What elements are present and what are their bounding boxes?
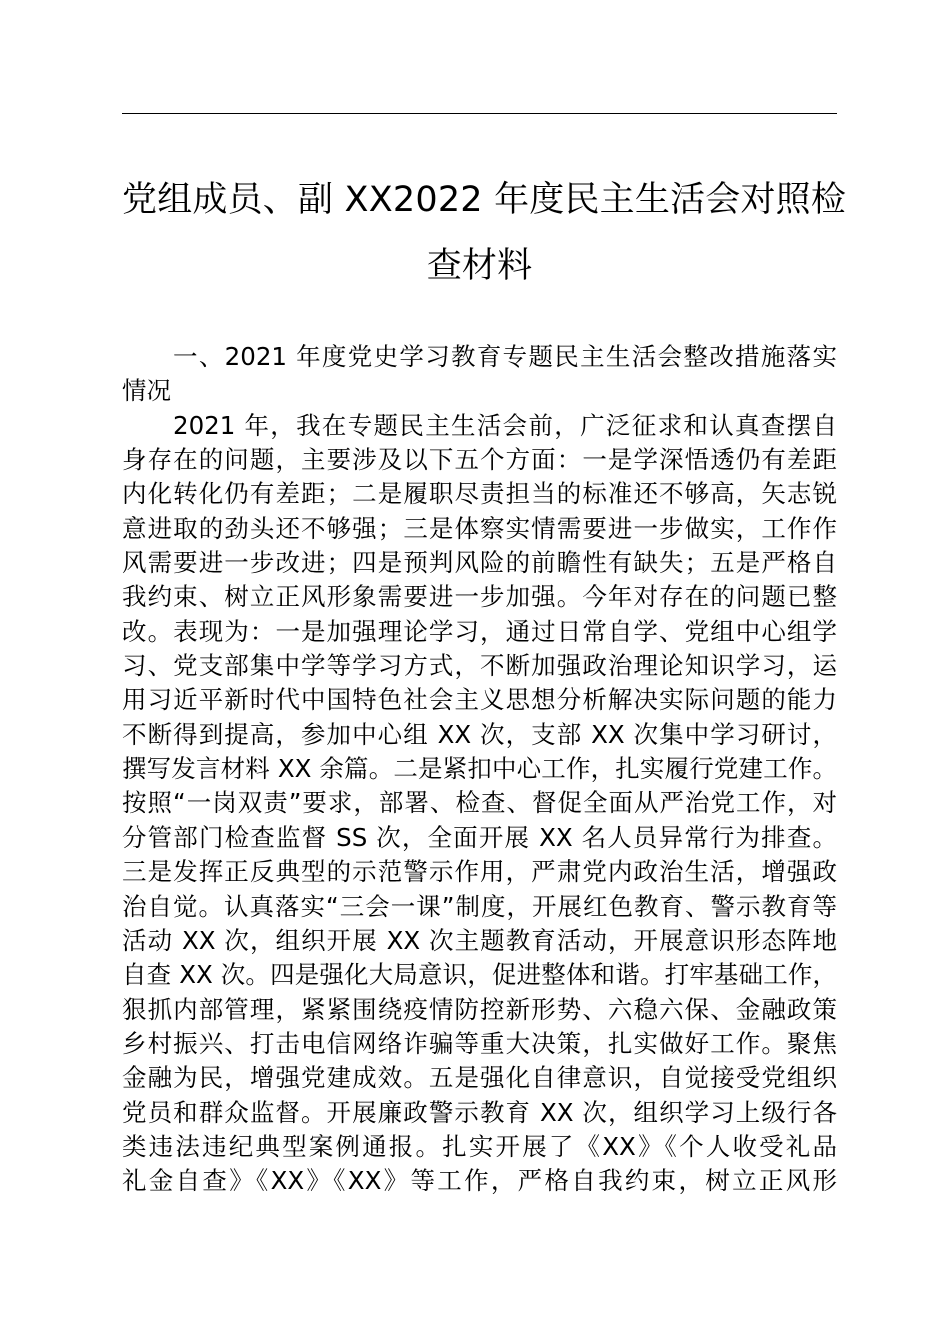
section-heading-line: 情况 [122, 376, 171, 406]
paragraph-line: 按照“一岗双责”要求，部署、检查、督促全面从严治党工作，对 [122, 788, 837, 818]
paragraph-line: 撰写发言材料 XX 余篇。二是紧扣中心工作，扎实履行党建工作。 [122, 754, 837, 784]
document-title-line-1: 党组成员、副 XX2022 年度民主生活会对照检 [122, 180, 847, 220]
paragraph-line: 乡村振兴、打击电信网络诈骗等重大决策，扎实做好工作。聚焦 [122, 1028, 837, 1058]
paragraph-line: 改。表现为：一是加强理论学习，通过日常自学、党组中心组学 [122, 616, 837, 646]
paragraph-line: 金融为民，增强党建成效。五是强化自律意识，自觉接受党组织 [122, 1063, 837, 1093]
section-heading-line: 一、2021 年度党史学习教育专题民主生活会整改措施落实 [173, 342, 837, 371]
paragraph-line: 意进取的劲头还不够强；三是体察实情需要进一步做实，工作作 [122, 513, 837, 543]
paragraph-line: 党员和群众监督。开展廉政警示教育 XX 次，组织学习上级行各 [122, 1097, 837, 1127]
paragraph-line: 习、党支部集中学等学习方式，不断加强政治理论知识学习，运 [122, 651, 837, 681]
document-title-line-2: 查材料 [426, 246, 533, 286]
paragraph-line: 类违法违纪典型案例通报。扎实开展了《XX》《个人收受礼品 [122, 1131, 837, 1161]
paragraph-line: 我约束、树立正风形象需要进一步加强。今年对存在的问题已整 [122, 582, 837, 612]
paragraph-line: 狠抓内部管理，紧紧围绕疫情防控新形势、六稳六保、金融政策 [122, 994, 837, 1024]
paragraph-line: 2021 年，我在专题民主生活会前，广泛征求和认真查摆自 [173, 410, 837, 440]
paragraph-line: 三是发挥正反典型的示范警示作用，严肃党内政治生活，增强政 [122, 857, 837, 887]
document-body [122, 340, 837, 1199]
paragraph-line: 不断得到提高，参加中心组 XX 次，支部 XX 次集中学习研讨， [122, 719, 837, 749]
paragraph-line: 分管部门检查监督 SS 次，全面开展 XX 名人员异常行为排查。 [122, 822, 837, 852]
paragraph-line: 内化转化仍有差距；二是履职尽责担当的标准还不够高，矢志锐 [122, 479, 837, 509]
header-rule [122, 113, 837, 114]
paragraph-line: 身存在的问题，主要涉及以下五个方面：一是学深悟透仍有差距 [122, 445, 837, 475]
paragraph-line: 治自觉。认真落实“三会一课”制度，开展红色教育、警示教育等 [122, 891, 837, 921]
paragraph-line: 风需要进一步改进；四是预判风险的前瞻性有缺失；五是严格自 [122, 548, 837, 578]
paragraph-line: 礼金自查》《XX》《XX》等工作，严格自我约束，树立正风形 [122, 1166, 837, 1196]
paragraph-line: 自查 XX 次。四是强化大局意识，促进整体和谐。打牢基础工作， [122, 960, 837, 990]
paragraph-line: 用习近平新时代中国特色社会主义思想分析解决实际问题的能力 [122, 685, 837, 715]
paragraph-line: 活动 XX 次，组织开展 XX 次主题教育活动，开展意识形态阵地 [122, 925, 837, 955]
